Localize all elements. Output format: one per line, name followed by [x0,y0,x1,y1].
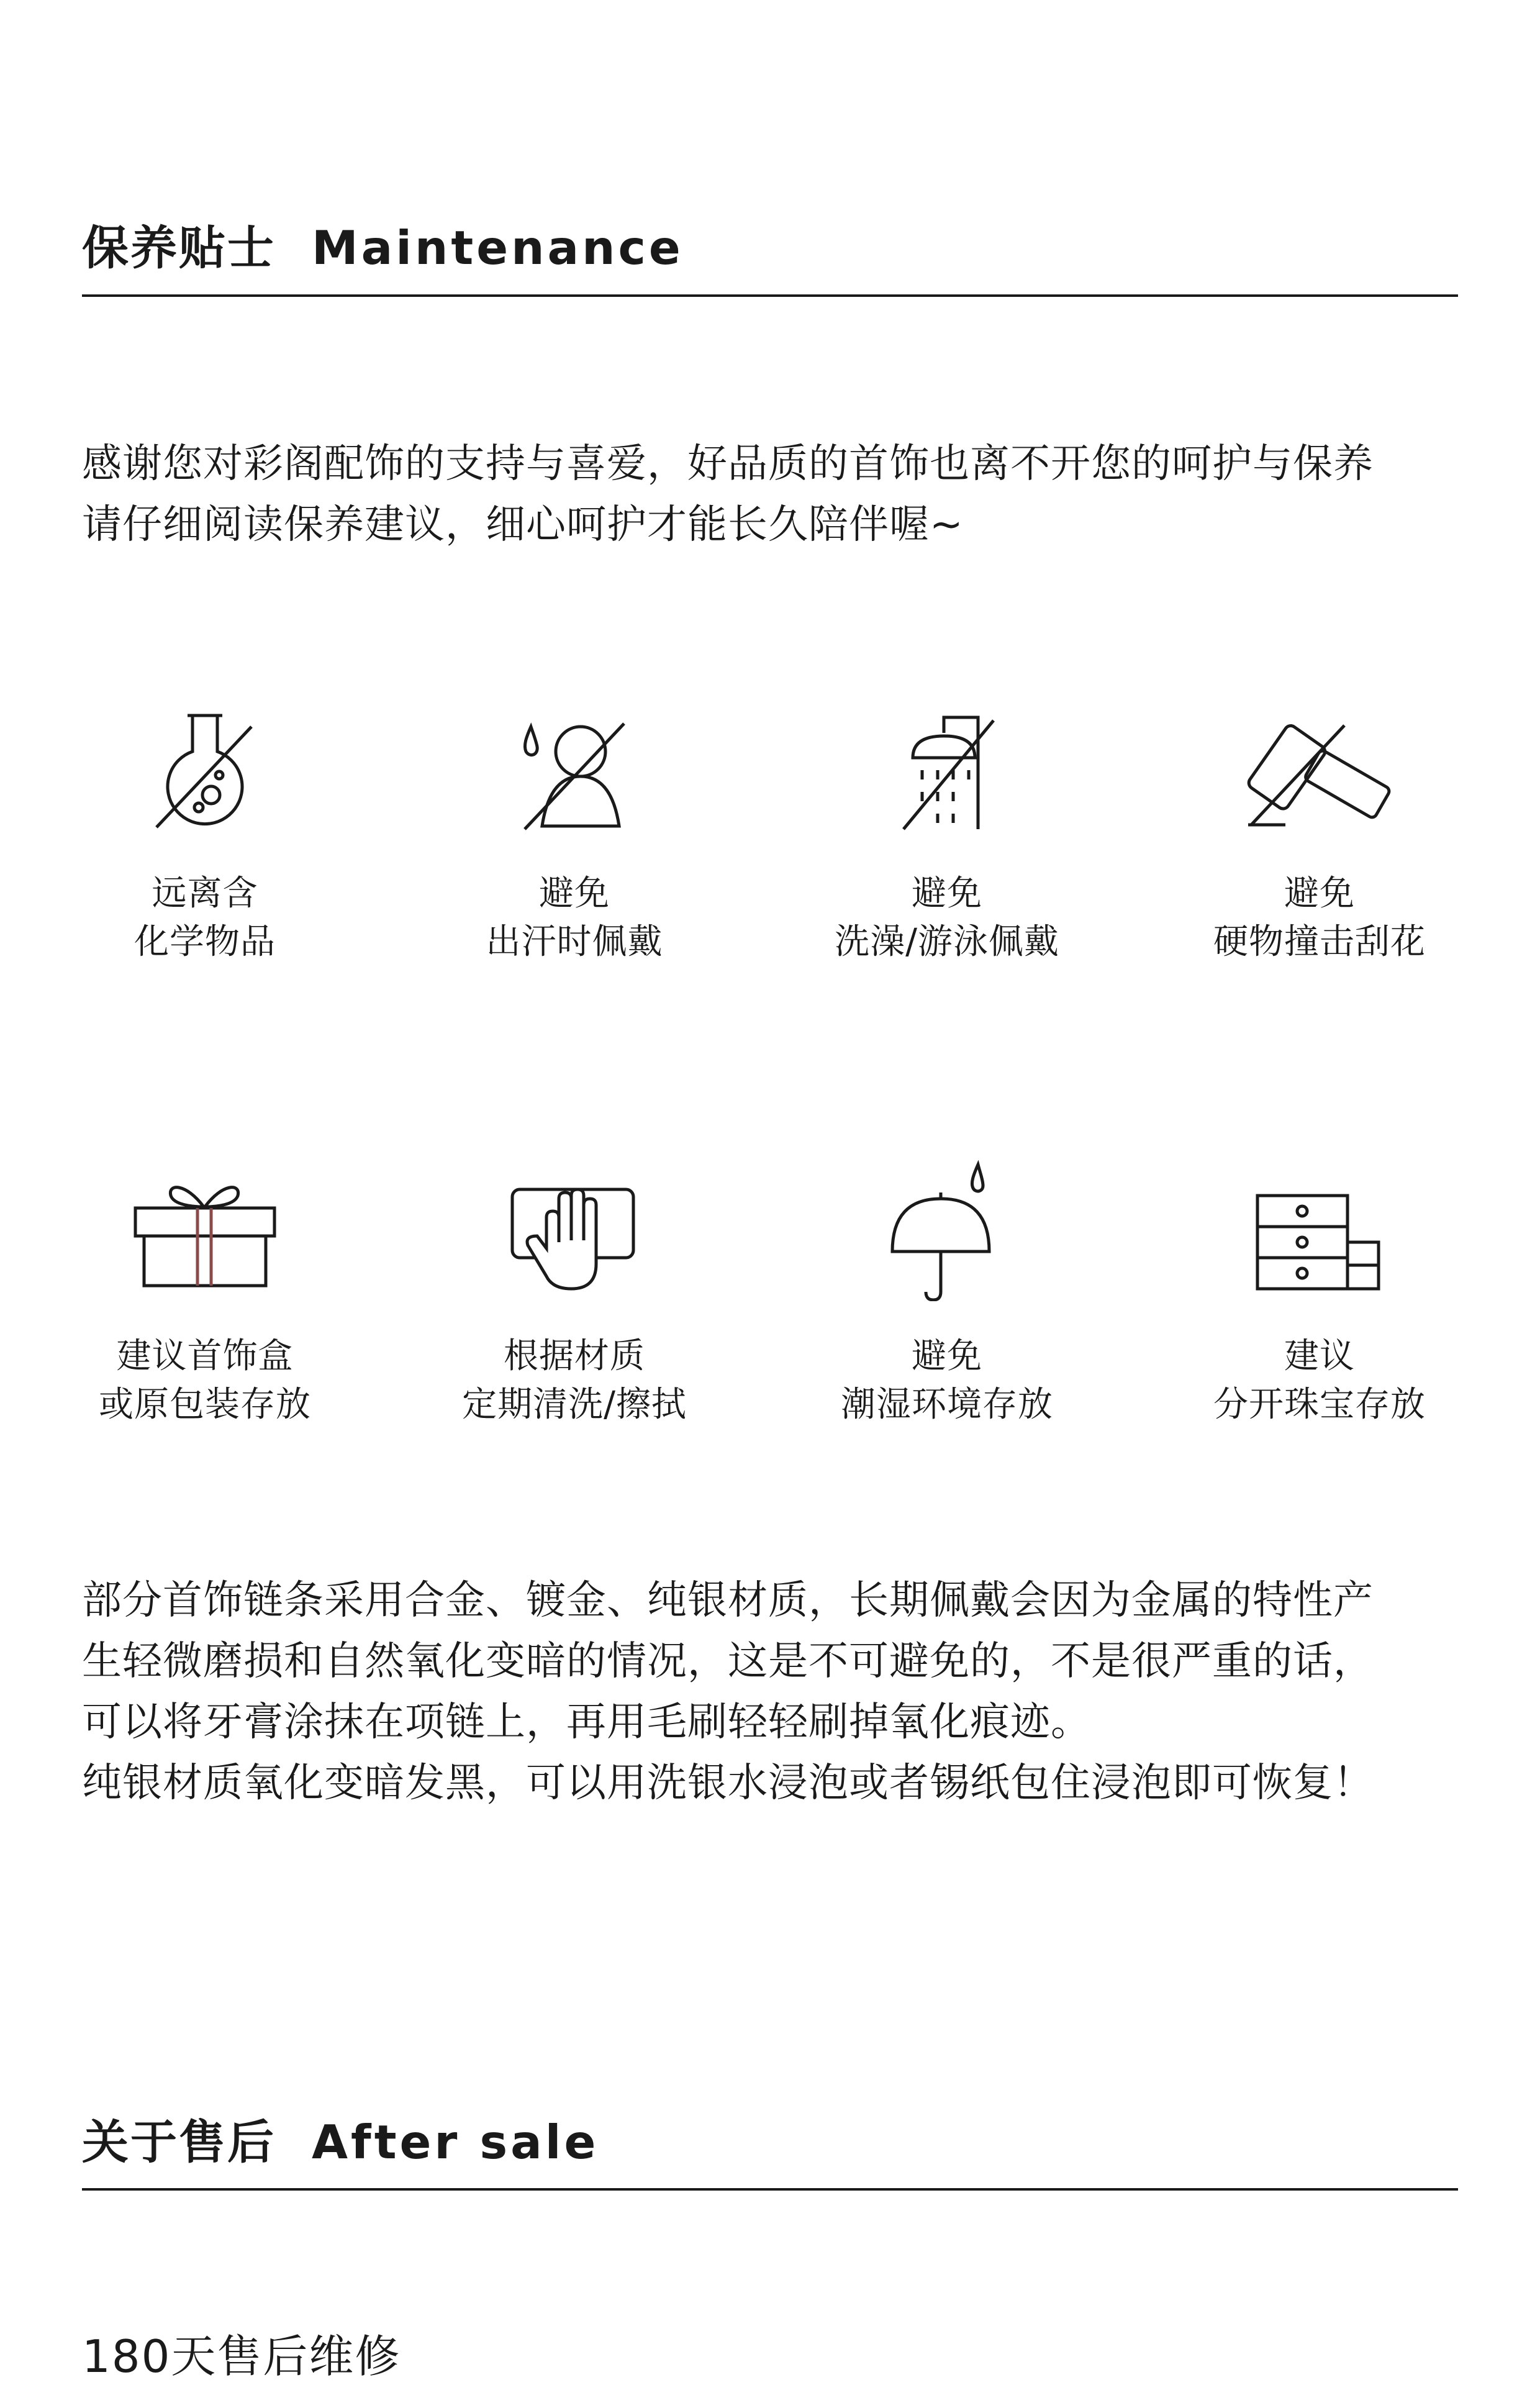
tip-cleaning [401,1171,748,1429]
tip-label-line2: 硬物撞击刮花 [1213,922,1426,962]
tip-label-line2: 分开珠宝存放 [1213,1384,1426,1425]
after-sale-divider [82,2188,1458,2191]
notes-line: 纯银材质氧化变暗发黑，可以用洗银水浸泡或者锡纸包住浸泡即可恢复！ [82,1760,1374,1806]
tip-label-line2: 化学物品 [134,922,276,962]
tip-no-hammer [1146,708,1493,966]
tip-dry-storage [773,1158,1121,1429]
tip-no-chemicals [31,708,379,966]
tip-label-line1: 避免 [912,1336,982,1376]
tip-label-line1: 避免 [912,873,982,914]
tip-label-line1: 建议 [1284,1336,1355,1376]
maintenance-title-cn: 保养贴士 [82,220,276,275]
maintenance-intro [82,434,1485,555]
maintenance-title [82,220,1458,275]
tip-label-line2: 出汗时佩戴 [486,922,663,962]
tip-no-shower [773,708,1121,966]
after-sale-subheading: 180天售后维修 [82,2330,401,2383]
tip-label-line2: 定期清洗/擦拭 [462,1384,687,1425]
after-sale-title-cn: 关于售后 [82,2115,276,2169]
intro-line: 请仔细阅读保养建议，细心呵护才能长久陪伴喔~ [82,502,964,548]
tip-label-line2: 洗澡/游泳佩戴 [835,922,1059,962]
no-hammer-icon [1239,708,1400,832]
after-sale-title-en: After sale [312,2115,599,2169]
drawer-cabinet-icon [1245,1171,1394,1295]
tip-label-line1: 根据材质 [504,1336,645,1376]
tip-separate-storage [1146,1171,1493,1429]
tip-label-line1: 避免 [1284,873,1355,914]
no-shower-icon [885,708,1009,832]
tip-gift-box [31,1171,379,1429]
notes-line: 可以将牙膏涂抹在项链上，再用毛刷轻轻刷掉氧化痕迹。 [82,1699,1091,1745]
umbrella-rain-icon [879,1158,1015,1301]
tip-label-line1: 建议首饰盒 [116,1336,294,1376]
tip-no-sweat [401,708,748,966]
intro-line: 感谢您对彩阁配饰的支持与喜爱，好品质的首饰也离不开您的呵护与保养 [82,441,1374,487]
gift-box-icon [124,1171,286,1295]
notes-line: 生轻微磨损和自然氧化变暗的情况，这是不可避免的，不是很严重的话， [82,1638,1374,1684]
no-chemicals-flask-icon [143,708,267,832]
tip-label-line2: 潮湿环境存放 [841,1384,1053,1425]
after-sale-title [82,2115,1458,2169]
tip-label-line1: 远离含 [152,873,258,914]
tip-label-line2: 或原包装存放 [99,1384,311,1425]
maintenance-divider [82,294,1458,297]
hand-cloth-icon [494,1171,655,1295]
tip-label-line1: 避免 [539,873,610,914]
no-sweat-person-icon [512,708,636,832]
notes-line: 部分首饰链条采用合金、镀金、纯银材质，长期佩戴会因为金属的特性产 [82,1578,1374,1624]
maintenance-title-en: Maintenance [312,220,684,275]
maintenance-notes [82,1570,1485,1814]
